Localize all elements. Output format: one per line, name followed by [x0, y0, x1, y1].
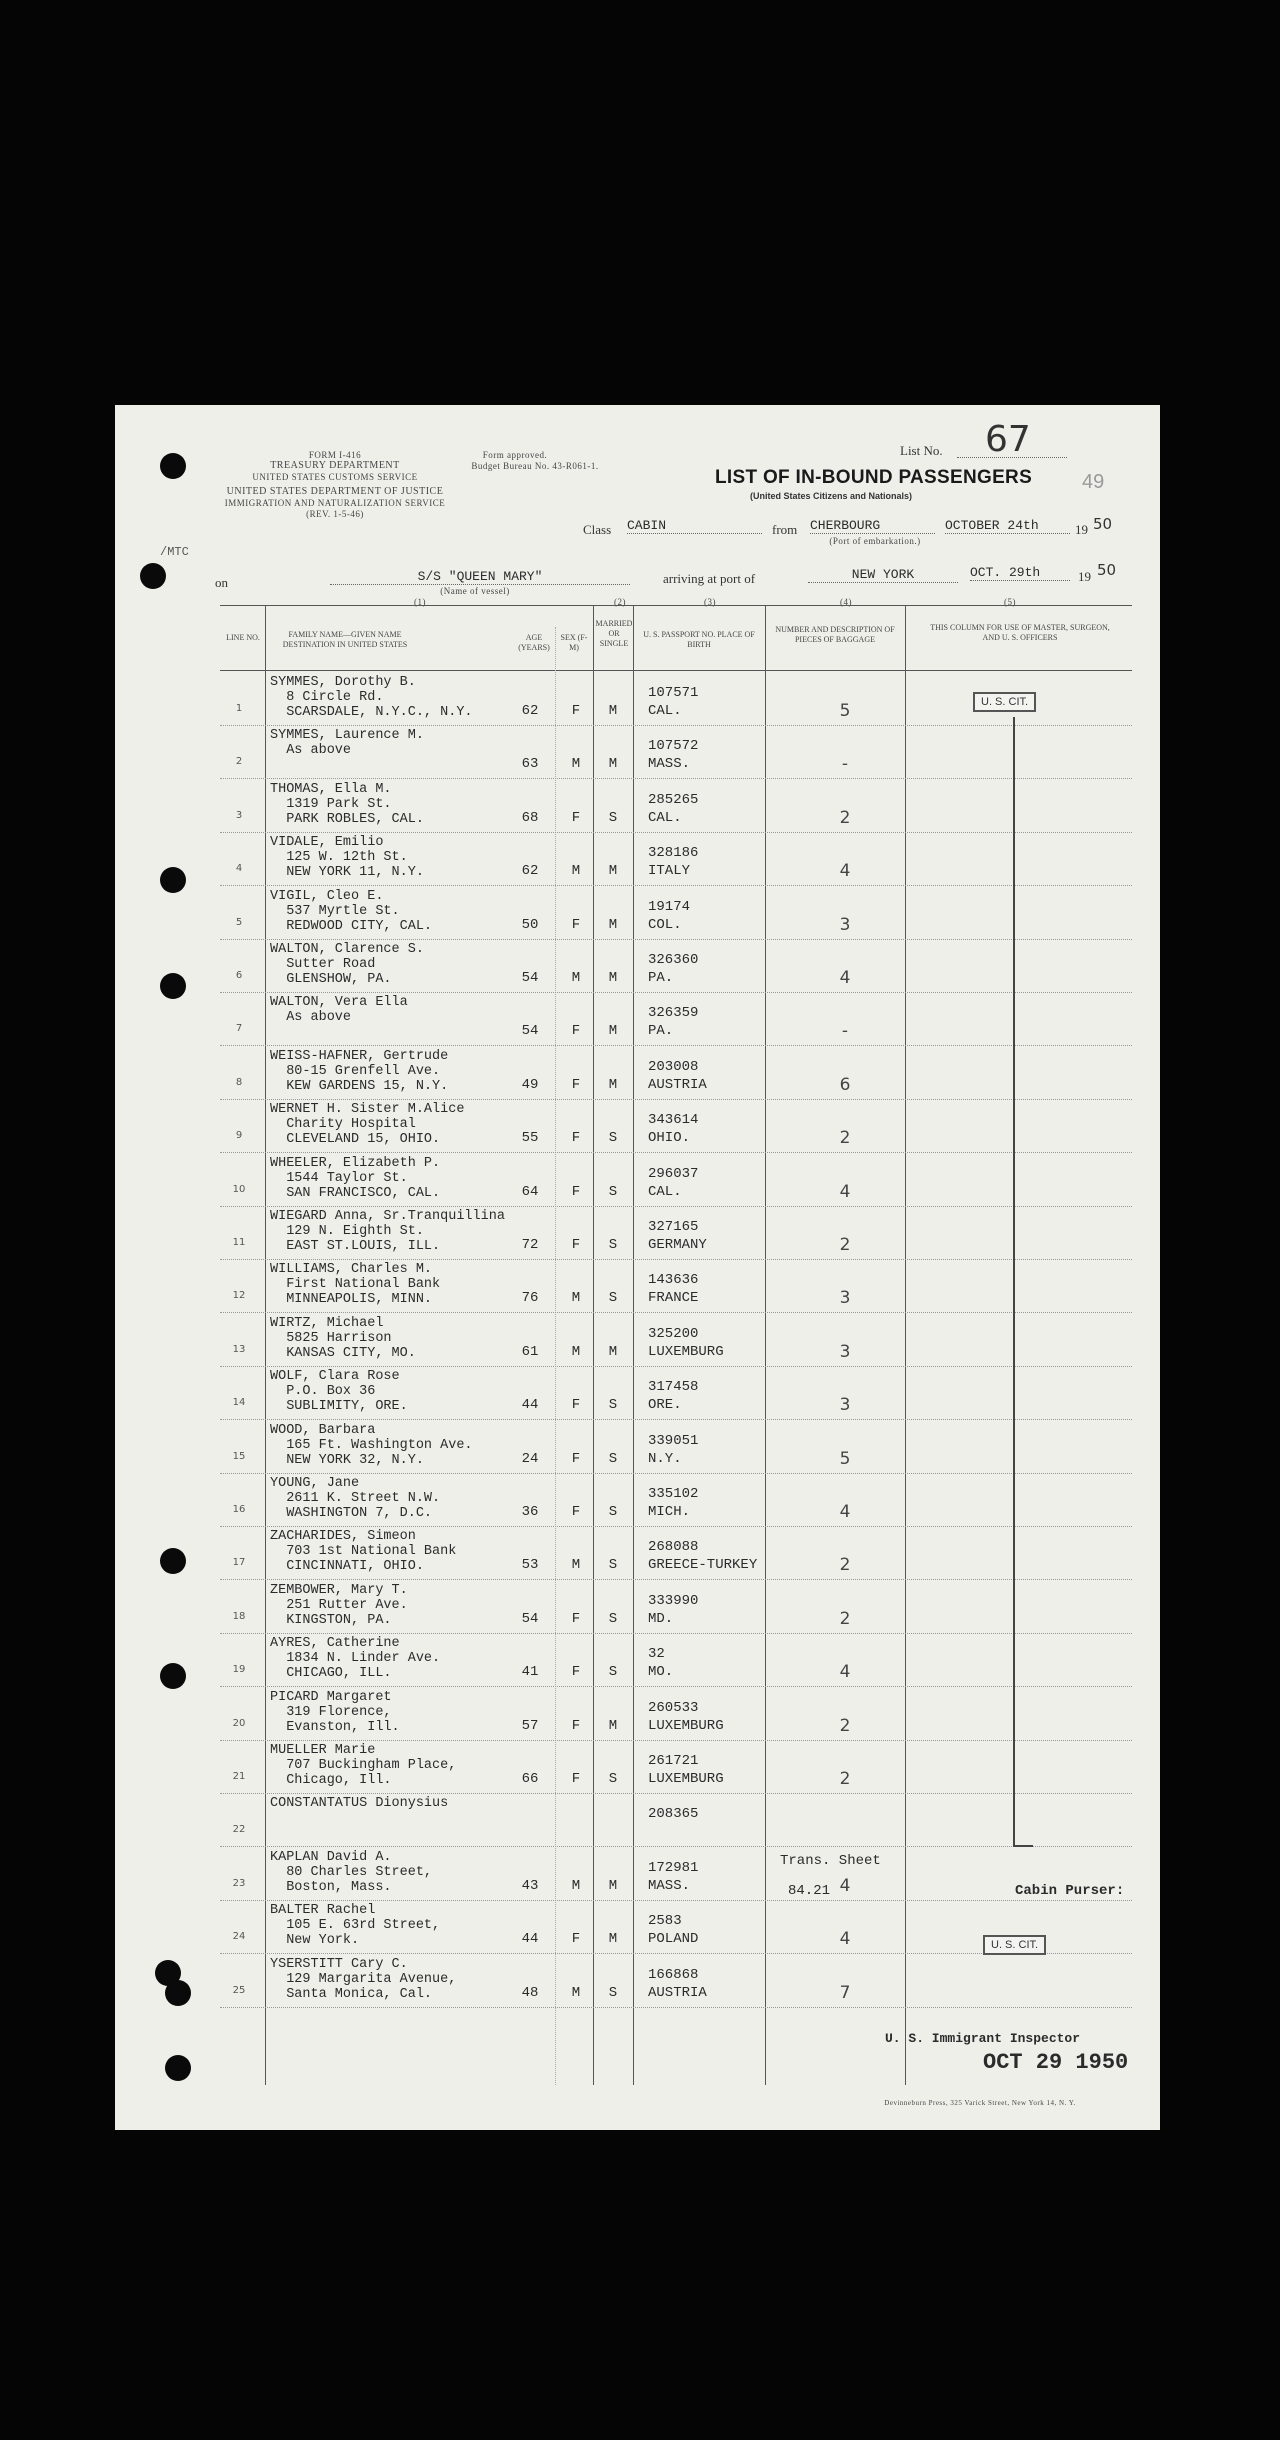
passenger-name: WERNET H. Sister M.Alice Charity Hospital CLEVELAND 15, OHIO.: [270, 1102, 465, 1148]
baggage-count: 2: [839, 1235, 851, 1255]
marital-status: S: [608, 1664, 618, 1681]
passenger-sex: M: [571, 1877, 581, 1894]
passenger-sex: F: [571, 1397, 581, 1414]
trans-number: 84.21: [788, 1883, 831, 1899]
passport-number: 326360: [648, 952, 699, 968]
marital-status: S: [608, 809, 618, 826]
passenger-age: 43: [521, 1877, 539, 1894]
table-row: [115, 1848, 1160, 1900]
passenger-age: 54: [521, 970, 539, 986]
table-row: [115, 887, 1160, 939]
marital-status: M: [608, 916, 618, 933]
baggage-count: 5: [839, 701, 851, 721]
table-row: [115, 780, 1160, 832]
punch-hole: [165, 1980, 191, 2006]
budget-bureau: Budget Bureau No. 43-R061-1.: [471, 461, 599, 471]
baggage-count: 3: [839, 1395, 851, 1416]
marital-status: S: [608, 1290, 618, 1307]
baggage-count: 4: [839, 968, 851, 988]
trans-sheet: Trans. Sheet: [780, 1853, 881, 1869]
passenger-age: 54: [521, 1023, 539, 1040]
marital-status: S: [608, 1610, 618, 1627]
line-number: 8: [235, 1076, 243, 1088]
passenger-age: 72: [521, 1237, 539, 1253]
passenger-age: 68: [521, 809, 539, 826]
table-row: [115, 993, 1160, 1045]
document-subtitle: (United States Citizens and Nationals): [750, 491, 913, 501]
baggage-count: 2: [839, 1608, 851, 1629]
passenger-name: THOMAS, Ella M. 1319 Park St. PARK ROBLES, CAL.: [270, 781, 424, 827]
marital-status: S: [608, 1557, 618, 1574]
from-label: from: [772, 522, 798, 537]
col-num-4: (4): [840, 597, 852, 607]
birth-place: AUSTRIA: [648, 1076, 707, 1093]
passenger-age: 36: [521, 1504, 539, 1520]
punch-hole: [160, 973, 186, 999]
passenger-name: WIRTZ, Michael 5825 Harrison KANSAS CITY, MO.: [270, 1315, 416, 1361]
birth-place: COL.: [648, 916, 682, 933]
passenger-name: WEISS-HAFNER, Gertrude 80-15 Grenfell Ave. KEW GARDENS 15, N.Y.: [270, 1048, 449, 1094]
passenger-name: VIGIL, Cleo E. 537 Myrtle St. REDWOOD CITY, CAL.: [270, 888, 433, 934]
birth-place: LUXEMBURG: [648, 1717, 724, 1734]
table-row: [115, 1581, 1160, 1633]
passenger-age: 62: [521, 863, 539, 880]
col-head-age: AGE (YEARS): [518, 633, 550, 652]
col-head-passport: U. S. PASSPORT NO. PLACE OF BIRTH: [643, 630, 755, 649]
birth-place: AUSTRIA: [648, 1984, 707, 2001]
passport-number: 285265: [648, 791, 699, 808]
citizen-stamp: U. S. CIT.: [973, 692, 1036, 712]
passenger-name: CONSTANTATUS Dionysius: [270, 1796, 449, 1812]
citizen-stamp-2: U. S. CIT.: [983, 1935, 1046, 1955]
inspector-label: U. S. Immigrant Inspector: [885, 2031, 1081, 2046]
col-num-5: (5): [1004, 597, 1016, 607]
passenger-sex: F: [571, 1610, 581, 1627]
passenger-age: 61: [521, 1343, 539, 1360]
passport-number: 335102: [648, 1486, 699, 1502]
birth-place: MO.: [648, 1664, 674, 1681]
baggage-count: -: [841, 754, 849, 775]
baggage-count: -: [841, 1021, 849, 1042]
marital-status: M: [608, 1931, 618, 1948]
passenger-name: WOLF, Clara Rose P.O. Box 36 SUBLIMITY, ORE.: [270, 1369, 408, 1415]
punch-hole: [160, 867, 186, 893]
passenger-sex: M: [571, 1984, 581, 2001]
table-row: [115, 833, 1160, 885]
table-row: [115, 1794, 1160, 1846]
birth-place: OHIO.: [648, 1130, 691, 1147]
manifest-sheet: [115, 405, 1160, 2130]
passenger-age: 55: [521, 1130, 539, 1147]
line-number: 4: [235, 863, 243, 875]
marital-status: S: [608, 1237, 618, 1253]
marital-status: S: [608, 1183, 618, 1200]
passport-number: 166868: [648, 1966, 699, 1983]
table-row: [115, 1474, 1160, 1526]
table-row: [115, 1100, 1160, 1152]
table-row: [115, 1154, 1160, 1206]
col-head-marital: MARRIED OR SINGLE: [595, 619, 633, 648]
arriving-label: arriving at port of: [663, 571, 756, 586]
line-number: 2: [235, 756, 243, 768]
line-number: 14: [232, 1397, 246, 1409]
col-head-baggage: NUMBER AND DESCRIPTION OF PIECES OF BAGGAGE: [775, 625, 895, 644]
table-row: [115, 726, 1160, 778]
passenger-name: WIEGARD Anna, Sr.Tranquillina 129 N. Eighth St. EAST ST.LOUIS, ILL.: [270, 1209, 505, 1254]
table-row: [115, 940, 1160, 992]
passenger-sex: F: [571, 916, 581, 933]
marital-status: S: [608, 1450, 618, 1467]
passenger-name: PICARD Margaret 319 Florence, Evanston, Ill.: [270, 1689, 400, 1735]
birth-place: GREECE-TURKEY: [648, 1557, 758, 1574]
passenger-name: WALTON, Vera Ella As above: [270, 995, 408, 1026]
passenger-name: ZACHARIDES, Simeon 703 1st National Bank CINCINNATI, OHIO.: [270, 1529, 457, 1575]
punch-hole: [160, 1663, 186, 1689]
arrival-port: NEW YORK: [808, 567, 958, 583]
birth-place: CAL.: [648, 1183, 682, 1200]
line-number: 19: [232, 1664, 246, 1676]
baggage-count: 2: [839, 807, 851, 828]
passenger-sex: F: [571, 1183, 581, 1200]
year-prefix: 19: [1075, 522, 1088, 537]
passport-number: 203008: [648, 1058, 699, 1075]
passenger-sex: M: [571, 1557, 581, 1574]
baggage-count: 2: [839, 1555, 851, 1576]
class-value: CABIN: [627, 518, 762, 534]
passport-number: 327165: [648, 1219, 699, 1235]
punch-hole: [165, 2055, 191, 2081]
baggage-count: 4: [839, 1929, 851, 1950]
marital-status: S: [608, 1984, 618, 2001]
passenger-age: 24: [521, 1450, 539, 1467]
passenger-name: YSERSTITT Cary C. 129 Margarita Avenue, Santa Monica, Cal.: [270, 1956, 457, 2002]
baggage-count: 3: [839, 914, 851, 935]
line-number: 20: [232, 1717, 246, 1729]
marital-status: S: [608, 1504, 618, 1520]
line-number: 12: [232, 1290, 246, 1302]
on-label: on: [215, 575, 228, 590]
birth-place: MASS.: [648, 756, 691, 773]
baggage-count: 4: [839, 1875, 851, 1896]
passenger-sex: F: [571, 1717, 581, 1734]
passenger-sex: F: [571, 1450, 581, 1467]
vessel-name: S/S "QUEEN MARY": [330, 569, 630, 585]
line-number: 15: [232, 1450, 246, 1462]
class-label: Class: [583, 522, 612, 537]
passenger-name: WOOD, Barbara 165 Ft. Washington Ave. NEW YORK 32, N.Y.: [270, 1422, 473, 1468]
margin-note: /MTC: [160, 545, 189, 559]
line-number: 23: [232, 1877, 246, 1889]
table-row: [115, 1688, 1160, 1740]
passenger-age: 41: [521, 1664, 539, 1681]
table-row: [115, 1260, 1160, 1312]
marital-status: S: [608, 1771, 618, 1787]
passenger-age: 62: [521, 703, 539, 719]
punch-hole: [160, 1548, 186, 1574]
marital-status: M: [608, 756, 618, 773]
passenger-age: 63: [521, 756, 539, 773]
birth-place: CAL.: [648, 809, 682, 826]
passport-number: 107571: [648, 685, 699, 701]
passenger-age: 57: [521, 1717, 539, 1734]
ins-label: IMMIGRATION AND NATURALIZATION SERVICE: [224, 498, 446, 508]
customs-label: UNITED STATES CUSTOMS SERVICE: [252, 472, 418, 482]
table-row: [115, 1955, 1160, 2007]
passenger-name: MUELLER Marie 707 Buckingham Place, Chicago, Ill.: [270, 1743, 457, 1788]
list-number: 67: [985, 419, 1031, 460]
baggage-count: 3: [839, 1288, 851, 1309]
birth-place: GERMANY: [648, 1237, 707, 1253]
col-num-1: (1): [414, 597, 426, 607]
baggage-count: 5: [839, 1448, 851, 1469]
bracket-foot: [1013, 1845, 1033, 1847]
arrival-year-prefix: 19: [1078, 569, 1091, 584]
passport-number: 317458: [648, 1379, 699, 1396]
marital-status: S: [608, 1397, 618, 1414]
bracket-line: [1013, 717, 1015, 1845]
row-divider: [220, 2007, 1132, 2008]
birth-place: MD.: [648, 1610, 674, 1627]
embark-note: (Port of embarkation.): [829, 536, 921, 546]
passenger-name: AYRES, Catherine 1834 N. Linder Ave. CHICAGO, ILL.: [270, 1636, 441, 1682]
table-row: [115, 1314, 1160, 1366]
form-approved: Form approved.: [482, 450, 548, 460]
col-num-3: (3): [704, 597, 716, 607]
vessel-note: (Name of vessel): [440, 586, 510, 596]
inspection-date: OCT 29 1950: [983, 2050, 1129, 2075]
line-number: 18: [232, 1610, 246, 1622]
birth-place: LUXEMBURG: [648, 1343, 724, 1360]
form-number: FORM I-416: [308, 450, 362, 460]
list-no-line: [957, 457, 1067, 458]
birth-place: CAL.: [648, 703, 682, 719]
passenger-age: 44: [521, 1397, 539, 1414]
justice-label: UNITED STATES DEPARTMENT OF JUSTICE: [226, 486, 444, 497]
passenger-sex: M: [571, 1290, 581, 1307]
table-row: [115, 1634, 1160, 1686]
passport-number: 19174: [648, 898, 691, 915]
document-title: LIST OF IN-BOUND PASSENGERS: [715, 467, 1033, 488]
arrival-date: OCT. 29th: [970, 565, 1070, 581]
col-num-2: (2): [614, 597, 626, 607]
page-mark: 49: [1082, 471, 1105, 493]
treasury-label: TREASURY DEPARTMENT: [270, 460, 400, 471]
birth-place: N.Y.: [648, 1450, 682, 1467]
line-number: 21: [232, 1771, 246, 1782]
birth-place: MASS.: [648, 1877, 691, 1894]
passport-number: 143636: [648, 1272, 699, 1289]
line-number: 16: [232, 1504, 246, 1515]
passenger-name: KAPLAN David A. 80 Charles Street, Boston, Mass.: [270, 1849, 433, 1895]
baggage-count: 2: [839, 1769, 851, 1789]
table-row: [115, 1421, 1160, 1473]
baggage-count: 3: [839, 1341, 851, 1362]
passenger-age: 48: [521, 1984, 539, 2001]
passenger-sex: F: [571, 1076, 581, 1093]
table-row: [115, 1527, 1160, 1579]
marital-status: S: [608, 1130, 618, 1147]
passport-number: 333990: [648, 1592, 699, 1609]
birth-place: PA.: [648, 1023, 674, 1040]
embark-port: CHERBOURG: [810, 518, 935, 534]
line-number: 11: [232, 1237, 246, 1248]
passport-number: 2583: [648, 1913, 682, 1930]
passenger-age: 50: [521, 916, 539, 933]
printer-line: Devinneburn Press, 325 Varick Street, New York 14, N. Y.: [884, 2099, 1076, 2107]
line-number: 10: [232, 1183, 246, 1195]
birth-place: FRANCE: [648, 1290, 699, 1307]
cabin-purser: Cabin Purser:: [1015, 1883, 1125, 1899]
passport-number: 339051: [648, 1432, 699, 1449]
line-number: 9: [235, 1130, 243, 1142]
passenger-name: VIDALE, Emilio 125 W. 12th St. NEW YORK 11, N.Y.: [270, 835, 424, 881]
line-number: 17: [232, 1557, 246, 1569]
passenger-age: 76: [521, 1290, 539, 1307]
passport-number: 208365: [648, 1806, 699, 1823]
line-number: 5: [235, 916, 243, 928]
line-number: 7: [235, 1023, 243, 1035]
marital-status: M: [608, 703, 618, 719]
passenger-sex: F: [571, 1130, 581, 1147]
passenger-sex: F: [571, 1023, 581, 1040]
marital-status: M: [608, 970, 618, 986]
passport-number: 268088: [648, 1539, 699, 1556]
departure-date: OCTOBER 24th: [945, 518, 1070, 534]
line-number: 6: [235, 970, 243, 981]
list-no-label: List No.: [900, 443, 943, 458]
passenger-sex: F: [571, 703, 581, 719]
revision-label: (REV. 1-5-46): [306, 509, 364, 519]
passenger-sex: F: [571, 1664, 581, 1681]
passenger-name: ZEMBOWER, Mary T. 251 Rutter Ave. KINGSTON, PA.: [270, 1582, 408, 1628]
passenger-sex: M: [571, 1343, 581, 1360]
passport-number: 296037: [648, 1165, 699, 1182]
passenger-age: 49: [521, 1076, 539, 1093]
table-row: [115, 1741, 1160, 1793]
birth-place: ORE.: [648, 1397, 682, 1414]
birth-place: POLAND: [648, 1931, 699, 1948]
passenger-sex: F: [571, 1931, 581, 1948]
passenger-name: WHEELER, Elizabeth P. 1544 Taylor St. SAN FRANCISCO, CAL.: [270, 1155, 441, 1201]
passenger-age: 53: [521, 1557, 539, 1574]
marital-status: M: [608, 1076, 618, 1093]
baggage-count: 4: [839, 1181, 851, 1202]
baggage-count: 7: [839, 1982, 851, 2003]
passport-number: 172981: [648, 1859, 699, 1876]
passenger-age: 64: [521, 1183, 539, 1200]
passport-number: 328186: [648, 845, 699, 862]
line-number: 1: [235, 703, 243, 714]
passenger-age: 66: [521, 1771, 539, 1787]
col-head-line: LINE NO.: [226, 633, 260, 642]
baggage-count: 2: [839, 1128, 851, 1149]
line-number: 25: [232, 1984, 246, 1996]
table-row: [115, 1207, 1160, 1259]
passenger-age: 54: [521, 1610, 539, 1627]
col-head-name: FAMILY NAME—GIVEN NAME DESTINATION IN UNITED STATES: [282, 630, 408, 649]
passport-number: 343614: [648, 1112, 699, 1129]
passenger-sex: F: [571, 1237, 581, 1253]
passenger-sex: M: [571, 756, 581, 773]
passenger-sex: F: [571, 809, 581, 826]
passport-number: 325200: [648, 1325, 699, 1342]
passenger-name: BALTER Rachel 105 E. 63rd Street, New York.: [270, 1903, 441, 1949]
passenger-age: 44: [521, 1931, 539, 1948]
table-row: [115, 1367, 1160, 1419]
arrival-year: 50: [1097, 561, 1117, 579]
marital-status: M: [608, 1877, 618, 1894]
baggage-count: 4: [839, 1662, 851, 1683]
passenger-sex: M: [571, 970, 581, 986]
marital-status: M: [608, 863, 618, 880]
passport-number: 326359: [648, 1005, 699, 1022]
passenger-sex: F: [571, 1504, 581, 1520]
passport-number: 32: [648, 1646, 665, 1663]
line-number: 3: [235, 809, 243, 821]
departure-year: 50: [1093, 515, 1113, 533]
table-row: [115, 1047, 1160, 1099]
passenger-sex: F: [571, 1771, 581, 1787]
birth-place: MICH.: [648, 1504, 691, 1520]
baggage-count: 2: [839, 1715, 851, 1736]
line-number: 22: [232, 1824, 246, 1836]
marital-status: M: [608, 1023, 618, 1040]
baggage-count: 4: [839, 861, 851, 882]
col-head-officers: THIS COLUMN FOR USE OF MASTER, SURGEON, AND U. S. OFFICERS: [930, 623, 1110, 642]
passenger-name: YOUNG, Jane 2611 K. Street N.W. WASHINGTON 7, D.C.: [270, 1476, 441, 1521]
marital-status: M: [608, 1343, 618, 1360]
col-head-sex: SEX (F-M): [560, 633, 588, 652]
birth-place: PA.: [648, 970, 674, 986]
birth-place: ITALY: [648, 863, 691, 880]
line-number: 13: [232, 1343, 246, 1355]
passenger-name: SYMMES, Laurence M. As above: [270, 728, 424, 759]
birth-place: LUXEMBURG: [648, 1771, 724, 1787]
punch-hole: [160, 453, 186, 479]
passenger-name: WALTON, Clarence S. Sutter Road GLENSHOW, PA.: [270, 942, 424, 987]
passport-number: 107572: [648, 738, 699, 755]
passenger-sex: M: [571, 863, 581, 880]
line-number: 24: [232, 1931, 246, 1943]
baggage-count: 6: [839, 1074, 851, 1095]
passenger-name: WILLIAMS, Charles M. First National Bank MINNEAPOLIS, MINN.: [270, 1262, 441, 1308]
passport-number: 261721: [648, 1753, 699, 1769]
punch-hole: [140, 563, 166, 589]
baggage-count: 4: [839, 1502, 851, 1522]
marital-status: M: [608, 1717, 618, 1734]
passport-number: 260533: [648, 1699, 699, 1716]
passenger-name: SYMMES, Dorothy B. 8 Circle Rd. SCARSDALE, N.Y.C., N.Y.: [270, 675, 473, 720]
